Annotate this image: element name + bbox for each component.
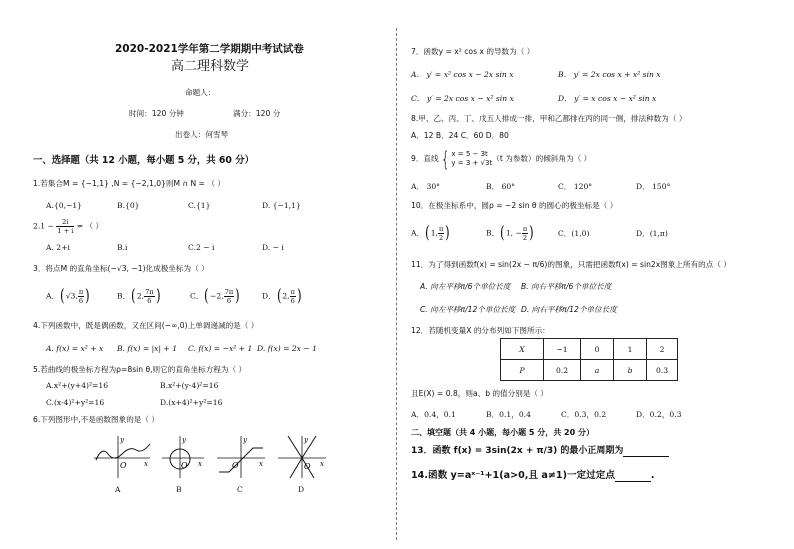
q13-stem: 13．函数 f(x) = 3sin(2x + π/3) 的最小正周期为: [411, 446, 669, 457]
q1-stem: 1.若集合M = {−1,1} ,N = {−2,1,0}则M ∩ N = （ ）: [33, 179, 225, 188]
table-cell: −1: [544, 339, 581, 360]
q11-option-b: B. 向右平移π/6个单位长度: [521, 282, 612, 291]
q2-option-b: B.i: [117, 243, 128, 252]
setter: 出卷人：何雪琴: [175, 130, 229, 139]
graph-c-y-label: y: [243, 436, 247, 444]
exam-subtitle: 高二理科数学: [171, 59, 250, 74]
q4-option-b: B. f(x) = |x| + 1: [117, 344, 178, 353]
column-divider: [396, 28, 397, 540]
q1-option-d: D. {−1,1}: [262, 201, 301, 210]
q2-suffix: = （ ）: [76, 221, 104, 231]
q9-option-c: C． 120°: [558, 182, 593, 191]
q2-option-c: C.2 − i: [188, 243, 215, 252]
q13-answer-blank[interactable]: [623, 446, 669, 457]
q9-suffix: （t 为参数）的倾斜角为（ ）: [492, 154, 592, 163]
q12-condition: 且E(X) = 0.8，则a、b 的值分别是（ ）: [411, 389, 549, 398]
graph-c-x-label: x: [259, 460, 263, 468]
q11-option-a: A. 向左平移π/6个单位长度: [420, 282, 511, 291]
q1-option-b: B.{0}: [117, 201, 140, 210]
q8-options: A．12 B．24 C．60 D．80: [411, 131, 509, 140]
q5-option-a: A.x²+(y+4)²=16: [46, 381, 109, 390]
q6-stem: 6.下列图形中,不是函数图象的是（ ）: [33, 415, 159, 424]
q1-option-a: A.{0,−1}: [46, 201, 82, 210]
graph-d-x-label: x: [320, 460, 324, 468]
q5-option-b: B.x²+(y-4)²=16: [160, 381, 219, 390]
table-cell: 2: [647, 339, 678, 360]
graph-b-x-label: x: [198, 460, 202, 468]
q9-stem: 9．直线{ x = 5 − 3t y = 3 + √3t （t 为参数）的倾斜角为（ ）: [411, 146, 592, 171]
q5-option-c: C.(x-4)²+y²=16: [46, 398, 105, 407]
q10-option-b: B．(1, − $\frac{\pi}{2}$ ): [486, 223, 534, 243]
q10-option-a: A．(1, $\frac{\pi}{2}$ ): [411, 223, 450, 243]
q4-option-d: D. f(x) = 2x − 1: [257, 344, 317, 353]
q5-stem: 5.若曲线的极坐标方程为ρ=8sin θ,则它的直角坐标方程为（ ）: [33, 365, 247, 374]
table-cell: X: [501, 339, 544, 360]
graph-label-a: A: [115, 485, 121, 494]
graph-label-c: C: [237, 485, 243, 494]
time-label: 时间：120 分钟: [129, 109, 184, 118]
graph-b-origin: O: [181, 461, 188, 470]
q4-stem: 4.下列函数中，既是偶函数，又在区间(−∞,0)上单调递减的是（ ）: [33, 321, 259, 330]
q3-option-c: C．(−2, $\frac{7\pi}{6}$ ): [190, 286, 240, 306]
table-cell: 0.3: [647, 360, 678, 381]
exam-title: 2020-2021学年第二学期期中考试试卷: [115, 43, 304, 55]
score-label: 满分：120 分: [233, 109, 281, 118]
q4-option-c: C. f(x) = −x² + 1: [188, 344, 253, 353]
graph-d-origin: O: [304, 462, 311, 471]
graph-a-x-label: x: [144, 460, 148, 468]
q11-option-c: C. 向左平移π/12个单位长度: [420, 305, 516, 314]
q7-option-b: B． y′ = 2x cos x + x² sin x: [558, 70, 661, 79]
q3-option-b: B．(2, $\frac{7\pi}{6}$ ): [117, 286, 161, 306]
q12-option-d: D．0.2，0.3: [636, 410, 682, 419]
q2-option-d: D. − i: [262, 243, 284, 252]
q9-option-a: A． 30°: [411, 182, 440, 191]
table-row: [501, 339, 678, 360]
q12-option-c: C．0.3，0.2: [561, 410, 607, 419]
graph-b: [160, 432, 206, 480]
graph-label-b: B: [176, 485, 182, 494]
graph-a-origin: O: [120, 461, 127, 470]
q5-option-d: D.(x+4)²+y²=16: [160, 398, 223, 407]
graph-d-ray-3: [290, 458, 302, 478]
q2-stem: [33, 218, 103, 235]
q2-prefix: 2.1 −: [33, 221, 54, 231]
q8-stem: 8.甲、乙、丙、丁、戊五人排成一排，甲和乙都排在丙的同一侧，排法种数为（ ）: [411, 114, 687, 123]
q2-fraction: $\frac{2i}{1 + i}$: [57, 218, 74, 235]
section-choice-heading: 一、选择题（共 12 小题，每小题 5 分，共 60 分）: [33, 155, 254, 166]
graph-b-y-label: y: [182, 436, 186, 444]
q7-option-a: A． y′ = x² cos x − 2x sin x: [411, 70, 514, 79]
q4-option-a: A. f(x) = x² + x: [46, 344, 104, 353]
table-cell: 1: [614, 339, 647, 360]
q14-stem: 14.函数 y=aˣ⁻¹+1(a>0,且 a≠1)一定过定点 .: [411, 470, 655, 481]
q7-option-c: C． y′ = 2x cos x − x² sin x: [411, 94, 514, 103]
q10-stem: 10．在极坐标系中，圆ρ = −2 sin θ 的圆心的极坐标是（ ）: [411, 201, 618, 210]
section-fill-heading: 二、填空题（共 4 小题，每小题 5 分，共 20 分）: [411, 428, 594, 437]
q12-option-b: B．0.1，0.4: [486, 410, 531, 419]
q3-option-d: D．(2, $\frac{\pi}{6}$ ): [262, 286, 302, 306]
q1-option-c: C.{1}: [188, 201, 211, 210]
table-row: [501, 360, 678, 381]
q12-stem: 12．若随机变量X 的分布列如下图所示：: [411, 326, 550, 335]
q9-option-b: B． 60°: [486, 182, 516, 191]
q7-option-d: D． y′ = x cos x − x² sin x: [558, 94, 657, 103]
graph-a-y-label: y: [120, 436, 124, 444]
graph-d: [276, 432, 328, 480]
graph-label-d: D: [298, 485, 305, 494]
q11-stem: 11．为了得到函数f(x) = sin(2x − π/6)的图象，只需把函数f(x) = sin2x图象上所有的点（ ）: [411, 260, 731, 269]
q11-option-d: D. 向右平移π/12个单位长度: [521, 305, 617, 314]
q9-prefix: 9．直线: [411, 154, 439, 163]
q7-stem: 7．函数y = x² cos x 的导数为（ ）: [411, 47, 535, 56]
q3-stem: 3．将点M 的直角坐标(−√3, −1)化成极坐标为（ ）: [33, 264, 209, 273]
q2-option-a: A. 2+i: [46, 243, 70, 252]
graph-d-y-label: y: [304, 436, 308, 444]
q14-answer-blank[interactable]: [615, 471, 651, 482]
table-cell: b: [614, 360, 647, 381]
table-cell: a: [581, 360, 614, 381]
graph-c-origin: O: [232, 461, 239, 470]
graph-c: [215, 432, 267, 480]
q3-option-a: A．(√3, $\frac{\pi}{6}$ ): [46, 286, 90, 306]
q10-option-d: D．(1,π): [636, 229, 668, 238]
table-cell: 0: [581, 339, 614, 360]
proposer: 命题人：: [185, 88, 216, 97]
graph-d-ray-1: [288, 436, 302, 458]
table-cell: 0.2: [544, 360, 581, 381]
table-cell: P: [501, 360, 544, 381]
graph-a: [92, 432, 154, 480]
q12-distribution-table: [500, 338, 678, 381]
q10-option-c: C．(1,0): [558, 229, 590, 238]
q12-option-a: A．0.4，0.1: [411, 410, 456, 419]
q9-option-d: D． 150°: [636, 182, 671, 191]
q9-system: x = 5 − 3t y = 3 + √3t: [451, 150, 493, 167]
